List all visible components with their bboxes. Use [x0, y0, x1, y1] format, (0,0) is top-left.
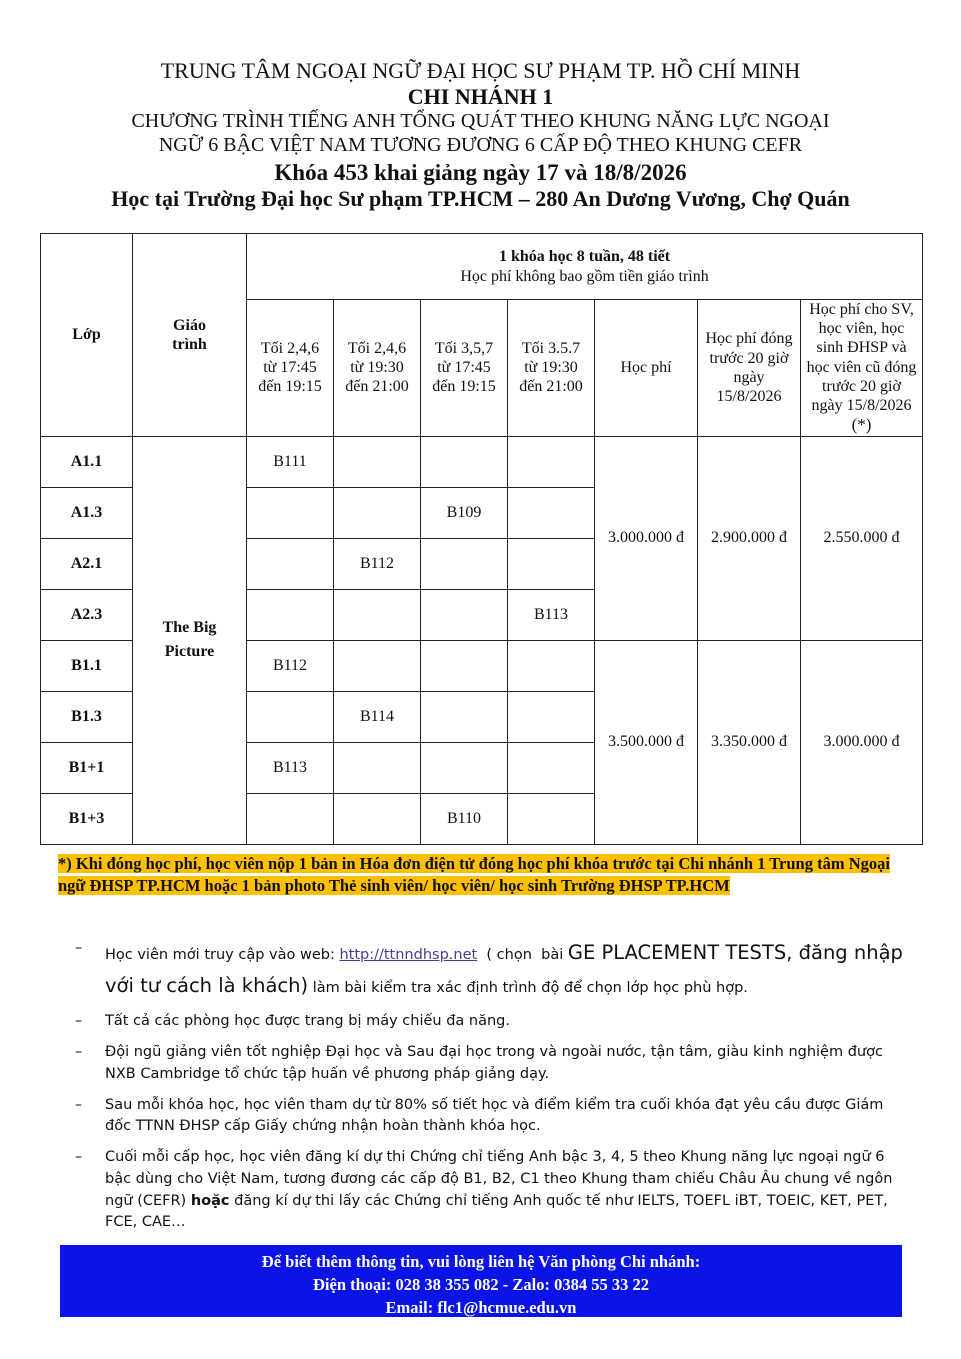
class-cell: A1.3	[41, 487, 133, 538]
slot-cell: B114	[334, 691, 421, 742]
class-cell: B1.1	[41, 640, 133, 691]
slot-1-header	[247, 300, 334, 437]
slot-1-label: Tối 2,4,6 từ 17:45 đến 19:15	[258, 339, 322, 396]
col-textbook-label: Giáo trình	[172, 316, 207, 353]
fee-student-cell: 2.550.000 đ	[801, 436, 923, 640]
slot-cell	[508, 538, 595, 589]
placement-test-name: GE PLACEMENT TESTS, đăng nhập với tư cách là khách)	[105, 941, 903, 998]
fee-payment-note	[58, 853, 904, 898]
fee-early-cell: 3.350.000 đ	[698, 640, 801, 844]
slot-3-header	[421, 300, 508, 437]
fee-header: Học phí	[595, 300, 698, 437]
slot-cell	[247, 589, 334, 640]
course-info-header	[247, 234, 923, 300]
list-item: – Tất cả các phòng học được trang bị máy chiếu đa năng.	[75, 1011, 905, 1033]
fee-student-cell: 3.000.000 đ	[801, 640, 923, 844]
exam-text-bold: hoặc	[190, 1192, 230, 1209]
slot-cell	[334, 793, 421, 844]
schedule-table	[40, 233, 923, 845]
slot-cell: B111	[247, 436, 334, 487]
program-line-2: NGỮ 6 BẬC VIỆT NAM TƯƠNG ĐƯƠNG 6 CẤP ĐỘ THEO KHUNG CEFR	[158, 133, 803, 156]
slot-cell	[247, 793, 334, 844]
slot-2-label: Tối 2,4,6 từ 19:30 đến 21:00	[345, 339, 409, 396]
slot-cell	[334, 742, 421, 793]
contact-phone: Điện thoại: 028 38 355 082 - Zalo: 0384 55 33 22	[313, 1274, 649, 1294]
col-textbook-header	[133, 234, 247, 437]
slot-cell	[508, 436, 595, 487]
slot-cell: B113	[508, 589, 595, 640]
class-cell: A2.1	[41, 538, 133, 589]
slot-cell	[421, 436, 508, 487]
slot-cell	[247, 487, 334, 538]
course-duration: 1 khóa học 8 tuần, 48 tiết	[498, 248, 671, 266]
slot-cell	[247, 538, 334, 589]
slot-cell	[421, 691, 508, 742]
website-link[interactable]: http://ttnndhsp.net	[339, 947, 478, 963]
exam-text-1: Cuối mỗi cấp học, học viên đăng kí dự thi Chứng chỉ tiếng Anh bậc 3, 4, 5 theo Khung năng lực ngoại ngữ 6 bậc dùng cho Việt Nam, tương đương các cấp độ B1, B2, C1 theo Khung tham chiếu Châu Âu chung về ngôn ngữ (CEFR)	[105, 1149, 893, 1209]
slot-4-header	[508, 300, 595, 437]
slot-cell	[334, 640, 421, 691]
fee-cell: 3.000.000 đ	[595, 436, 698, 640]
document-header	[0, 58, 961, 212]
slot-cell	[508, 691, 595, 742]
contact-email: Email: flc1@hcmue.edu.vn	[385, 1297, 577, 1317]
slot-cell: B109	[421, 487, 508, 538]
fee-early-label: Học phí đóng trước 20 giờ ngày 15/8/2026	[705, 330, 793, 405]
fee-note: Học phí không bao gồm tiền giáo trình	[460, 267, 709, 285]
note-text: *) Khi đóng học phí, học viên nộp 1 bản in Hóa đơn điện tử đóng học phí khóa trước tại Chi nhánh 1 Trung tâm Ngoại ngữ ĐHSP TP.HCM hoặc 1 bản photo Thẻ sinh viên/ học viên/ học sinh Trường ĐHSP TP.HCM	[58, 854, 890, 896]
slot-2-header	[334, 300, 421, 437]
center-name: TRUNG TÂM NGOẠI NGỮ ĐẠI HỌC SƯ PHẠM TP. HỒ CHÍ MINH	[160, 58, 801, 83]
slot-4-label: Tối 3.5.7 từ 19:30 đến 21:00	[519, 339, 583, 396]
class-cell: A2.3	[41, 589, 133, 640]
list-item	[75, 936, 905, 1002]
exam-text-2: đăng kí dự thi lấy các Chứng chỉ tiếng Anh quốc tế như IELTS, TOEFL iBT, TOEIC, KET, PET, FCE, CAE…	[105, 1192, 888, 1231]
list-item	[75, 1147, 905, 1234]
slot-cell: B112	[334, 538, 421, 589]
fee-early-header	[698, 300, 801, 437]
class-cell: A1.1	[41, 436, 133, 487]
slot-cell: B113	[247, 742, 334, 793]
col-class-header: Lớp	[41, 234, 133, 437]
fee-student-header	[801, 300, 923, 437]
info-list	[75, 936, 905, 1243]
list-item: – Sau mỗi khóa học, học viên tham dự từ 80% số tiết học và điểm kiểm tra cuối khóa đạt yêu cầu được Giám đốc TTNN ĐHSP cấp Giấy chứng nhận hoàn thành khóa học.	[75, 1095, 905, 1139]
slot-cell	[334, 487, 421, 538]
placement-text-2: ( chọn bài	[477, 947, 568, 963]
contact-box	[60, 1245, 902, 1317]
fee-cell: 3.500.000 đ	[595, 640, 698, 844]
course-title: Khóa 453 khai giảng ngày 17 và 18/8/2026	[274, 160, 687, 186]
slot-cell	[334, 589, 421, 640]
class-cell: B1.3	[41, 691, 133, 742]
class-cell: B1+1	[41, 742, 133, 793]
placement-text-3: làm bài kiểm tra xác định trình độ để chọn lớp học phù hợp.	[308, 980, 748, 997]
slot-cell	[508, 640, 595, 691]
slot-3-label: Tối 3,5,7 từ 17:45 đến 19:15	[432, 339, 496, 396]
slot-cell	[334, 436, 421, 487]
list-item: – Đội ngũ giảng viên tốt nghiệp Đại học và Sau đại học trong và ngoài nước, tận tâm, giàu kinh nghiệm được NXB Cambridge tổ chức tập huấn về phương pháp giảng dạy.	[75, 1042, 905, 1086]
venue-line: Học tại Trường Đại học Sư phạm TP.HCM – 280 An Dương Vương, Chợ Quán	[111, 186, 850, 212]
branch-name: CHI NHÁNH 1	[407, 83, 554, 109]
slot-cell: B110	[421, 793, 508, 844]
slot-cell	[421, 640, 508, 691]
class-cell: B1+3	[41, 793, 133, 844]
slot-cell	[508, 793, 595, 844]
textbook-name: The Big Picture	[162, 619, 217, 661]
slot-cell	[421, 538, 508, 589]
slot-cell	[421, 589, 508, 640]
slot-cell: B112	[247, 640, 334, 691]
slot-cell	[421, 742, 508, 793]
program-line-1: CHƯƠNG TRÌNH TIẾNG ANH TỔNG QUÁT THEO KHUNG NĂNG LỰC NGOẠI	[131, 109, 830, 132]
fee-student-mark: (*)	[851, 415, 872, 435]
fee-student-label: Học phí cho SV, học viên, học sinh ĐHSP và học viên cũ đóng trước 20 giờ ngày 15/8/2026	[806, 301, 917, 414]
contact-intro: Để biết thêm thông tin, vui lòng liên hệ Văn phòng Chi nhánh:	[261, 1252, 701, 1271]
slot-cell	[508, 487, 595, 538]
slot-cell	[247, 691, 334, 742]
fee-early-cell: 2.900.000 đ	[698, 436, 801, 640]
placement-text-1: Học viên mới truy cập vào web:	[105, 947, 340, 963]
slot-cell	[508, 742, 595, 793]
textbook-cell	[133, 436, 247, 844]
